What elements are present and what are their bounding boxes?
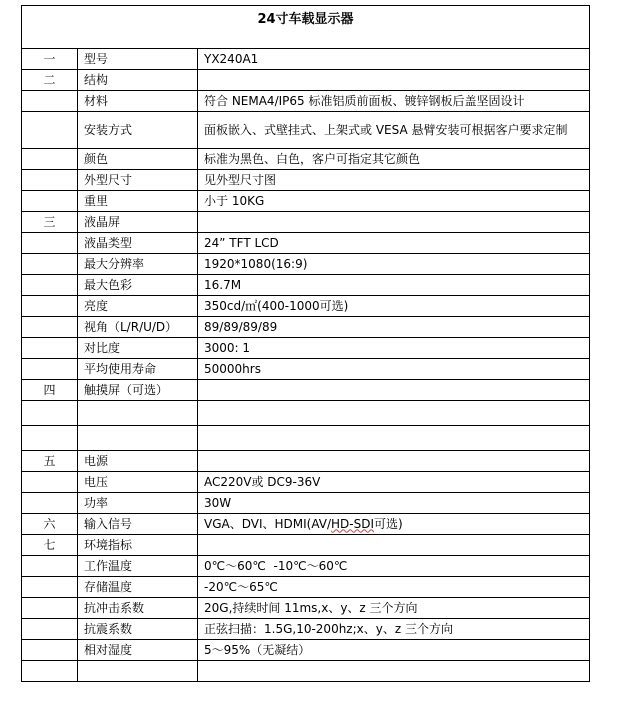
table-row [22, 556, 590, 577]
spec-label [78, 401, 198, 426]
spec-label: 材料 [78, 91, 198, 112]
table-row [22, 514, 590, 535]
spec-value [198, 401, 590, 426]
spec-table [21, 5, 590, 682]
table-row [22, 317, 590, 338]
section-number [22, 661, 78, 682]
spec-value: 小于 10KG [198, 191, 590, 212]
section-number [22, 149, 78, 170]
spec-value [198, 212, 590, 233]
section-number: 三 [22, 212, 78, 233]
table-row [22, 254, 590, 275]
section-number: 五 [22, 451, 78, 472]
spec-value [198, 451, 590, 472]
table-row [22, 619, 590, 640]
table-row [22, 577, 590, 598]
section-number [22, 112, 78, 149]
spec-label: 抗震系数 [78, 619, 198, 640]
spec-value: 1920*1080(16:9) [198, 254, 590, 275]
spec-label: 工作温度 [78, 556, 198, 577]
table-row [22, 112, 590, 149]
section-number: 一 [22, 49, 78, 70]
table-row [22, 472, 590, 493]
table-row [22, 212, 590, 233]
table-row [22, 401, 590, 426]
spec-value: 16.7M [198, 275, 590, 296]
spec-value [198, 535, 590, 556]
spec-value: 350cd/㎡(400-1000可选) [198, 296, 590, 317]
spec-label: 视角（L/R/U/D） [78, 317, 198, 338]
spec-label: 存储温度 [78, 577, 198, 598]
spec-value [198, 70, 590, 91]
spec-label: 最大色彩 [78, 275, 198, 296]
section-number: 二 [22, 70, 78, 91]
spec-value: 5～95%（无凝结） [198, 640, 590, 661]
table-row [22, 451, 590, 472]
spec-label: 输入信号 [78, 514, 198, 535]
section-number [22, 254, 78, 275]
section-number [22, 640, 78, 661]
spec-label: 结构 [78, 70, 198, 91]
table-row [22, 70, 590, 91]
table-row [22, 598, 590, 619]
spec-value [198, 426, 590, 451]
spec-value: 见外型尺寸图 [198, 170, 590, 191]
spec-label: 颜色 [78, 149, 198, 170]
table-row [22, 338, 590, 359]
section-number: 四 [22, 380, 78, 401]
spec-label: 对比度 [78, 338, 198, 359]
table-row [22, 640, 590, 661]
spec-label [78, 426, 198, 451]
table-row [22, 91, 590, 112]
table-row [22, 380, 590, 401]
spec-value [198, 380, 590, 401]
section-number [22, 191, 78, 212]
value-prefix: VGA、DVI、HDMI(AV/ [204, 516, 332, 531]
table-row [22, 149, 590, 170]
spec-label: 功率 [78, 493, 198, 514]
spec-label: 亮度 [78, 296, 198, 317]
spec-value: 89/89/89/89 [198, 317, 590, 338]
spec-label: 安装方式 [78, 112, 198, 149]
table-row [22, 535, 590, 556]
spec-label: 外型尺寸 [78, 170, 198, 191]
section-number: 七 [22, 535, 78, 556]
spec-label: 抗冲击系数 [78, 598, 198, 619]
spec-label: 型号 [78, 49, 198, 70]
spellcheck-underlined-text: HD-SDI [331, 516, 375, 531]
section-number [22, 233, 78, 254]
section-number [22, 598, 78, 619]
table-row [22, 170, 590, 191]
section-number [22, 493, 78, 514]
spec-label: 环境指标 [78, 535, 198, 556]
spec-value: 3000: 1 [198, 338, 590, 359]
spec-label: 平均使用寿命 [78, 359, 198, 380]
section-number [22, 91, 78, 112]
spec-label: 重里 [78, 191, 198, 212]
spec-label: 液晶屏 [78, 212, 198, 233]
table-row [22, 493, 590, 514]
table-row [22, 359, 590, 380]
spec-label [78, 661, 198, 682]
section-number [22, 296, 78, 317]
table-row [22, 49, 590, 70]
spec-value [198, 661, 590, 682]
section-number [22, 317, 78, 338]
section-number [22, 275, 78, 296]
section-number [22, 401, 78, 426]
spec-value: 符合 NEMA4/IP65 标准铝质前面板、镀锌钢板后盖坚固设计 [198, 91, 590, 112]
section-number: 六 [22, 514, 78, 535]
spec-value: 正弦扫描：1.5G,10-200hz;x、y、z 三个方向 [198, 619, 590, 640]
spec-label: 液晶类型 [78, 233, 198, 254]
table-row [22, 296, 590, 317]
spec-value: 20G,持续时间 11ms,x、y、z 三个方向 [198, 598, 590, 619]
spec-label: 相对湿度 [78, 640, 198, 661]
table-row [22, 661, 590, 682]
spec-value: AC220V或 DC9-36V [198, 472, 590, 493]
spec-label: 电压 [78, 472, 198, 493]
spec-label: 电源 [78, 451, 198, 472]
spec-label: 最大分辨率 [78, 254, 198, 275]
spec-value: 标准为黑色、白色，客户可指定其它颜色 [198, 149, 590, 170]
table-row [22, 233, 590, 254]
spec-value: 24” TFT LCD [198, 233, 590, 254]
spec-value: 50000hrs [198, 359, 590, 380]
spec-value [198, 514, 590, 535]
section-number [22, 619, 78, 640]
value-suffix: 可选) [374, 516, 403, 531]
table-row [22, 191, 590, 212]
section-number [22, 338, 78, 359]
spec-value: 30W [198, 493, 590, 514]
section-number [22, 359, 78, 380]
document-title: 24寸车载显示器 [22, 6, 590, 49]
table-row [22, 275, 590, 296]
section-number [22, 170, 78, 191]
section-number [22, 577, 78, 598]
section-number [22, 472, 78, 493]
spec-value: 0℃～60℃ -10℃～60℃ [198, 556, 590, 577]
spec-value: YX240A1 [198, 49, 590, 70]
spec-value: 面板嵌入、式壁挂式、上架式或 VESA 悬臂安装可根据客户要求定制 [198, 112, 590, 149]
table-row [22, 426, 590, 451]
section-number [22, 426, 78, 451]
section-number [22, 556, 78, 577]
title-row [22, 6, 590, 49]
spec-value: -20℃～65℃ [198, 577, 590, 598]
spec-label: 触摸屏（可选） [78, 380, 198, 401]
